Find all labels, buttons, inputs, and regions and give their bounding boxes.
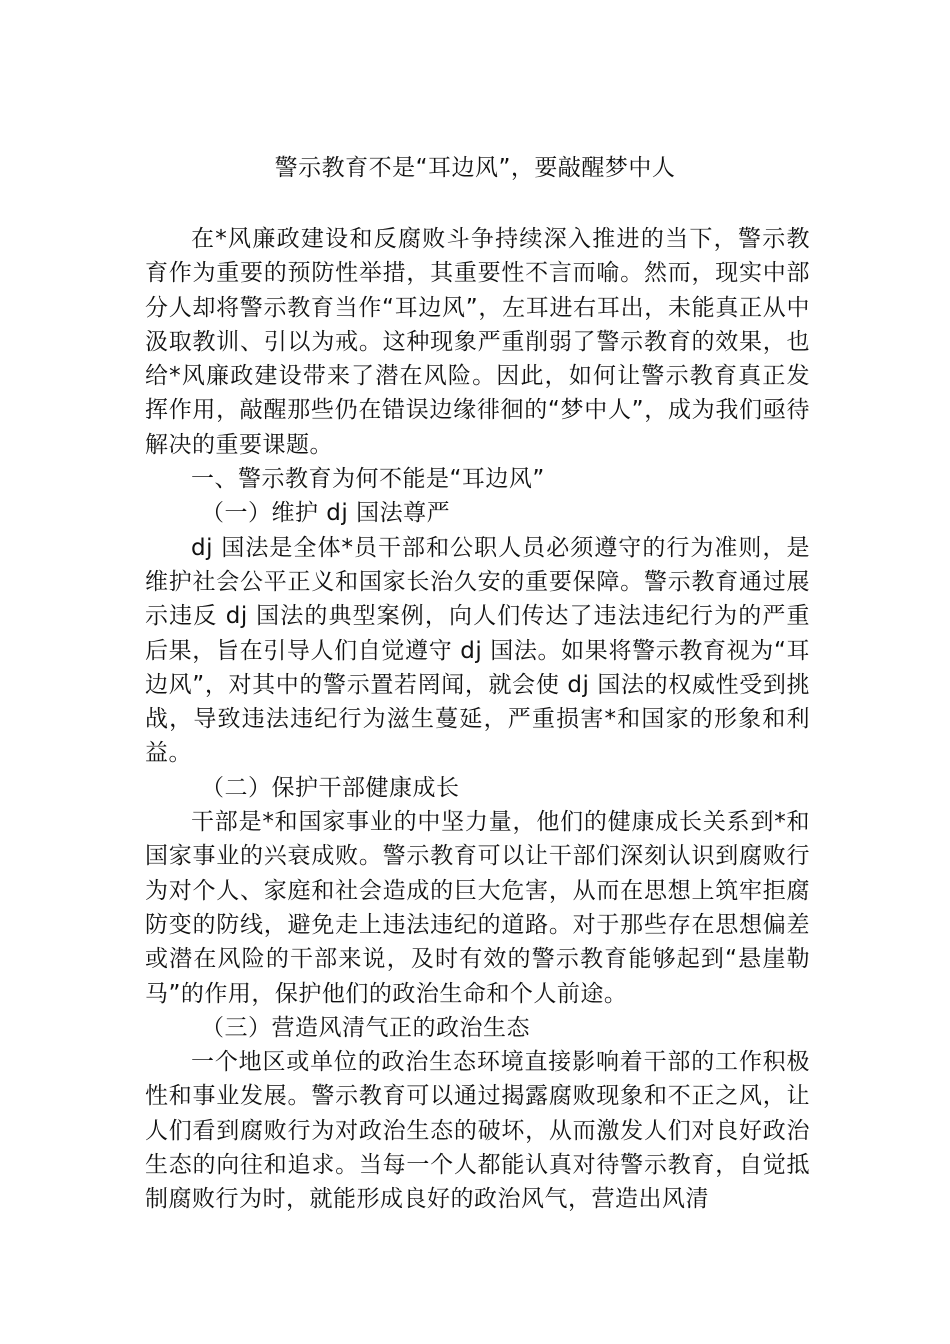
intro-paragraph: 在*风廉政建设和反腐败斗争持续深入推进的当下，警示教育作为重要的预防性举措，其重要性不言而喻。然而，现实中部分人却将警示教育当作“耳边风”，左耳进右耳出，未能真正从中汲取教训、引以为戒。这种现象严重削弱了警示教育的效果，也给*风廉政建设带来了潜在风险。因此，如何让警示教育真正发挥作用，敲醒那些仍在错误边缘徘徊的“梦中人”，成为我们亟待解决的重要课题。 — [145, 226, 810, 458]
subsection-paragraph-1: dj 国法是全体*员干部和公职人员必须遵守的行为准则，是维护社会公平正义和国家长治久安的重要保障。警示教育通过展示违反 dj 国法的典型案例，向人们传达了违法违纪行为的严重后果，旨在引导人们自觉遵守 dj 国法。如果将警示教育视为“耳边风”，对其中的警示置若罔闻，就会使 dj 国法的权威性受到挑战，导致违法违纪行为滋生蔓延，严重损害*和国家的形象和利益。 — [145, 534, 810, 767]
subsection-heading-3: （三）营造风清气正的政治生态 — [201, 1014, 530, 1041]
subsection-heading-2: （二）保护干部健康成长 — [201, 774, 460, 801]
document-body — [145, 222, 810, 1217]
subsection-paragraph-3: 一个地区或单位的政治生态环境直接影响着干部的工作积极性和事业发展。警示教育可以通过揭露腐败现象和不正之风，让人们看到腐败行为对政治生态的破坏，从而激发人们对良好政治生态的向往和追求。当每一个人都能认真对待警示教育，自觉抵制腐败行为时，就能形成良好的政治风气，营造出风清 — [145, 1049, 810, 1213]
document-title: 警示教育不是“耳边风”，要敲醒梦中人 — [274, 155, 676, 181]
section-heading-1: 一、警示教育为何不能是“耳边风” — [191, 466, 545, 493]
subsection-paragraph-2: 干部是*和国家事业的中坚力量，他们的健康成长关系到*和国家事业的兴衰成败。警示教育可以让干部们深刻认识到腐败行为对个人、家庭和社会造成的巨大危害，从而在思想上筑牢拒腐防变的防线，避免走上违法违纪的道路。对于那些存在思想偏差或潜在风险的干部来说，及时有效的警示教育能够起到“悬崖勒马”的作用，保护他们的政治生命和个人前途。 — [145, 809, 810, 1007]
subsection-heading-1: （一）维护 dj 国法尊严 — [201, 500, 451, 527]
